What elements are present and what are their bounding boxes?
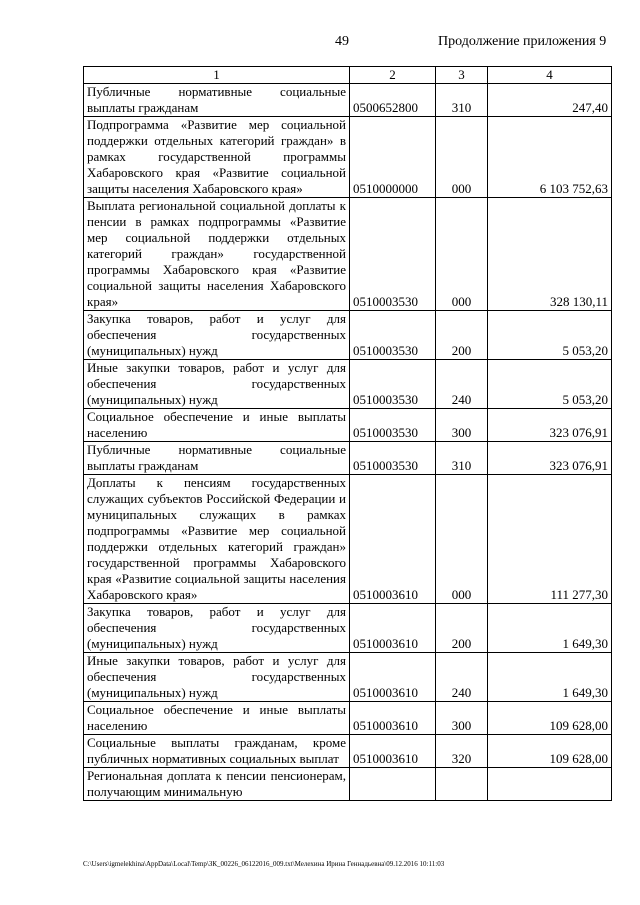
column-header: 4 (488, 67, 612, 84)
row-type: 200 (436, 311, 488, 360)
table-row (84, 84, 612, 117)
row-name: Социальные выплаты гражданам, кроме публичных нормативных социальных выплат (84, 735, 350, 768)
row-sum: 5 053,20 (488, 360, 612, 409)
row-sum: 328 130,11 (488, 198, 612, 311)
row-code: 0500652800 (350, 84, 436, 117)
row-sum: 109 628,00 (488, 702, 612, 735)
row-name: Закупка товаров, работ и услуг для обеспечения государственных (муниципальных) нужд (84, 604, 350, 653)
table-row (84, 475, 612, 604)
row-name: Социальное обеспечение и иные выплаты населению (84, 409, 350, 442)
row-code: 0510003530 (350, 198, 436, 311)
table-row (84, 311, 612, 360)
table-row (84, 360, 612, 409)
page-number: 49 (335, 34, 349, 49)
row-type: 320 (436, 735, 488, 768)
table-row (84, 198, 612, 311)
row-name: Иные закупки товаров, работ и услуг для обеспечения государственных (муниципальных) нужд (84, 360, 350, 409)
row-sum: 323 076,91 (488, 409, 612, 442)
row-type: 200 (436, 604, 488, 653)
budget-table (83, 66, 612, 801)
row-type: 310 (436, 442, 488, 475)
table-row (84, 117, 612, 198)
row-sum: 5 053,20 (488, 311, 612, 360)
row-sum: 1 649,30 (488, 653, 612, 702)
row-type: 000 (436, 117, 488, 198)
row-code: 0510003610 (350, 653, 436, 702)
column-header: 2 (350, 67, 436, 84)
row-sum: 1 649,30 (488, 604, 612, 653)
row-type (436, 768, 488, 801)
table-row (84, 653, 612, 702)
column-header: 1 (84, 67, 350, 84)
row-code: 0510003530 (350, 311, 436, 360)
row-code: 0510003610 (350, 735, 436, 768)
table-row (84, 702, 612, 735)
row-code: 0510003610 (350, 604, 436, 653)
row-code: 0510003530 (350, 442, 436, 475)
table-header-row (84, 67, 612, 84)
table-row (84, 735, 612, 768)
row-name: Социальное обеспечение и иные выплаты населению (84, 702, 350, 735)
row-type: 300 (436, 702, 488, 735)
table-row (84, 768, 612, 801)
row-sum (488, 768, 612, 801)
row-type: 240 (436, 360, 488, 409)
row-type: 000 (436, 198, 488, 311)
row-code: 0510003610 (350, 702, 436, 735)
row-name: Подпрограмма «Развитие мер социальной поддержки отдельных категорий граждан» в рамках государственной программы Хабаровского края «Развитие социальной защиты населения Хабаровского края» (84, 117, 350, 198)
row-name: Выплата региональной социальной доплаты к пенсии в рамках подпрограммы «Развитие мер социальной поддержки отдельных категорий граждан» государственной программы Хабаровского края «Развитие социальной защиты населения Хабаровского края» (84, 198, 350, 311)
row-code: 0510003610 (350, 475, 436, 604)
row-type: 000 (436, 475, 488, 604)
column-header: 3 (436, 67, 488, 84)
row-sum: 6 103 752,63 (488, 117, 612, 198)
table-row (84, 409, 612, 442)
row-sum: 111 277,30 (488, 475, 612, 604)
file-path-footer: C:\Users\igmelekhina\AppData\Local\Temp\ЗК_00226_06122016_009.txt\Мелехина Ирина Геннадьевна\09.12.2016 10:11:03 (83, 860, 445, 868)
row-code (350, 768, 436, 801)
row-sum: 109 628,00 (488, 735, 612, 768)
row-code: 0510003530 (350, 360, 436, 409)
row-type: 240 (436, 653, 488, 702)
table-row (84, 604, 612, 653)
continuation-label: Продолжение приложения 9 (438, 34, 607, 49)
row-name: Публичные нормативные социальные выплаты гражданам (84, 442, 350, 475)
table-row (84, 442, 612, 475)
row-name: Доплаты к пенсиям государственных служащих субъектов Российской Федерации и муниципальных служащих в рамках подпрограммы «Развитие мер социальной поддержки отдельных категорий граждан» государственной программы Хабаровского края «Развитие социальной защиты населения Хабаровского края» (84, 475, 350, 604)
row-name: Публичные нормативные социальные выплаты гражданам (84, 84, 350, 117)
row-type: 300 (436, 409, 488, 442)
row-sum: 247,40 (488, 84, 612, 117)
row-name: Закупка товаров, работ и услуг для обеспечения государственных (муниципальных) нужд (84, 311, 350, 360)
row-code: 0510000000 (350, 117, 436, 198)
row-name: Иные закупки товаров, работ и услуг для обеспечения государственных (муниципальных) нужд (84, 653, 350, 702)
row-name: Региональная доплата к пенсии пенсионерам, получающим минимальную (84, 768, 350, 801)
row-sum: 323 076,91 (488, 442, 612, 475)
row-type: 310 (436, 84, 488, 117)
row-code: 0510003530 (350, 409, 436, 442)
